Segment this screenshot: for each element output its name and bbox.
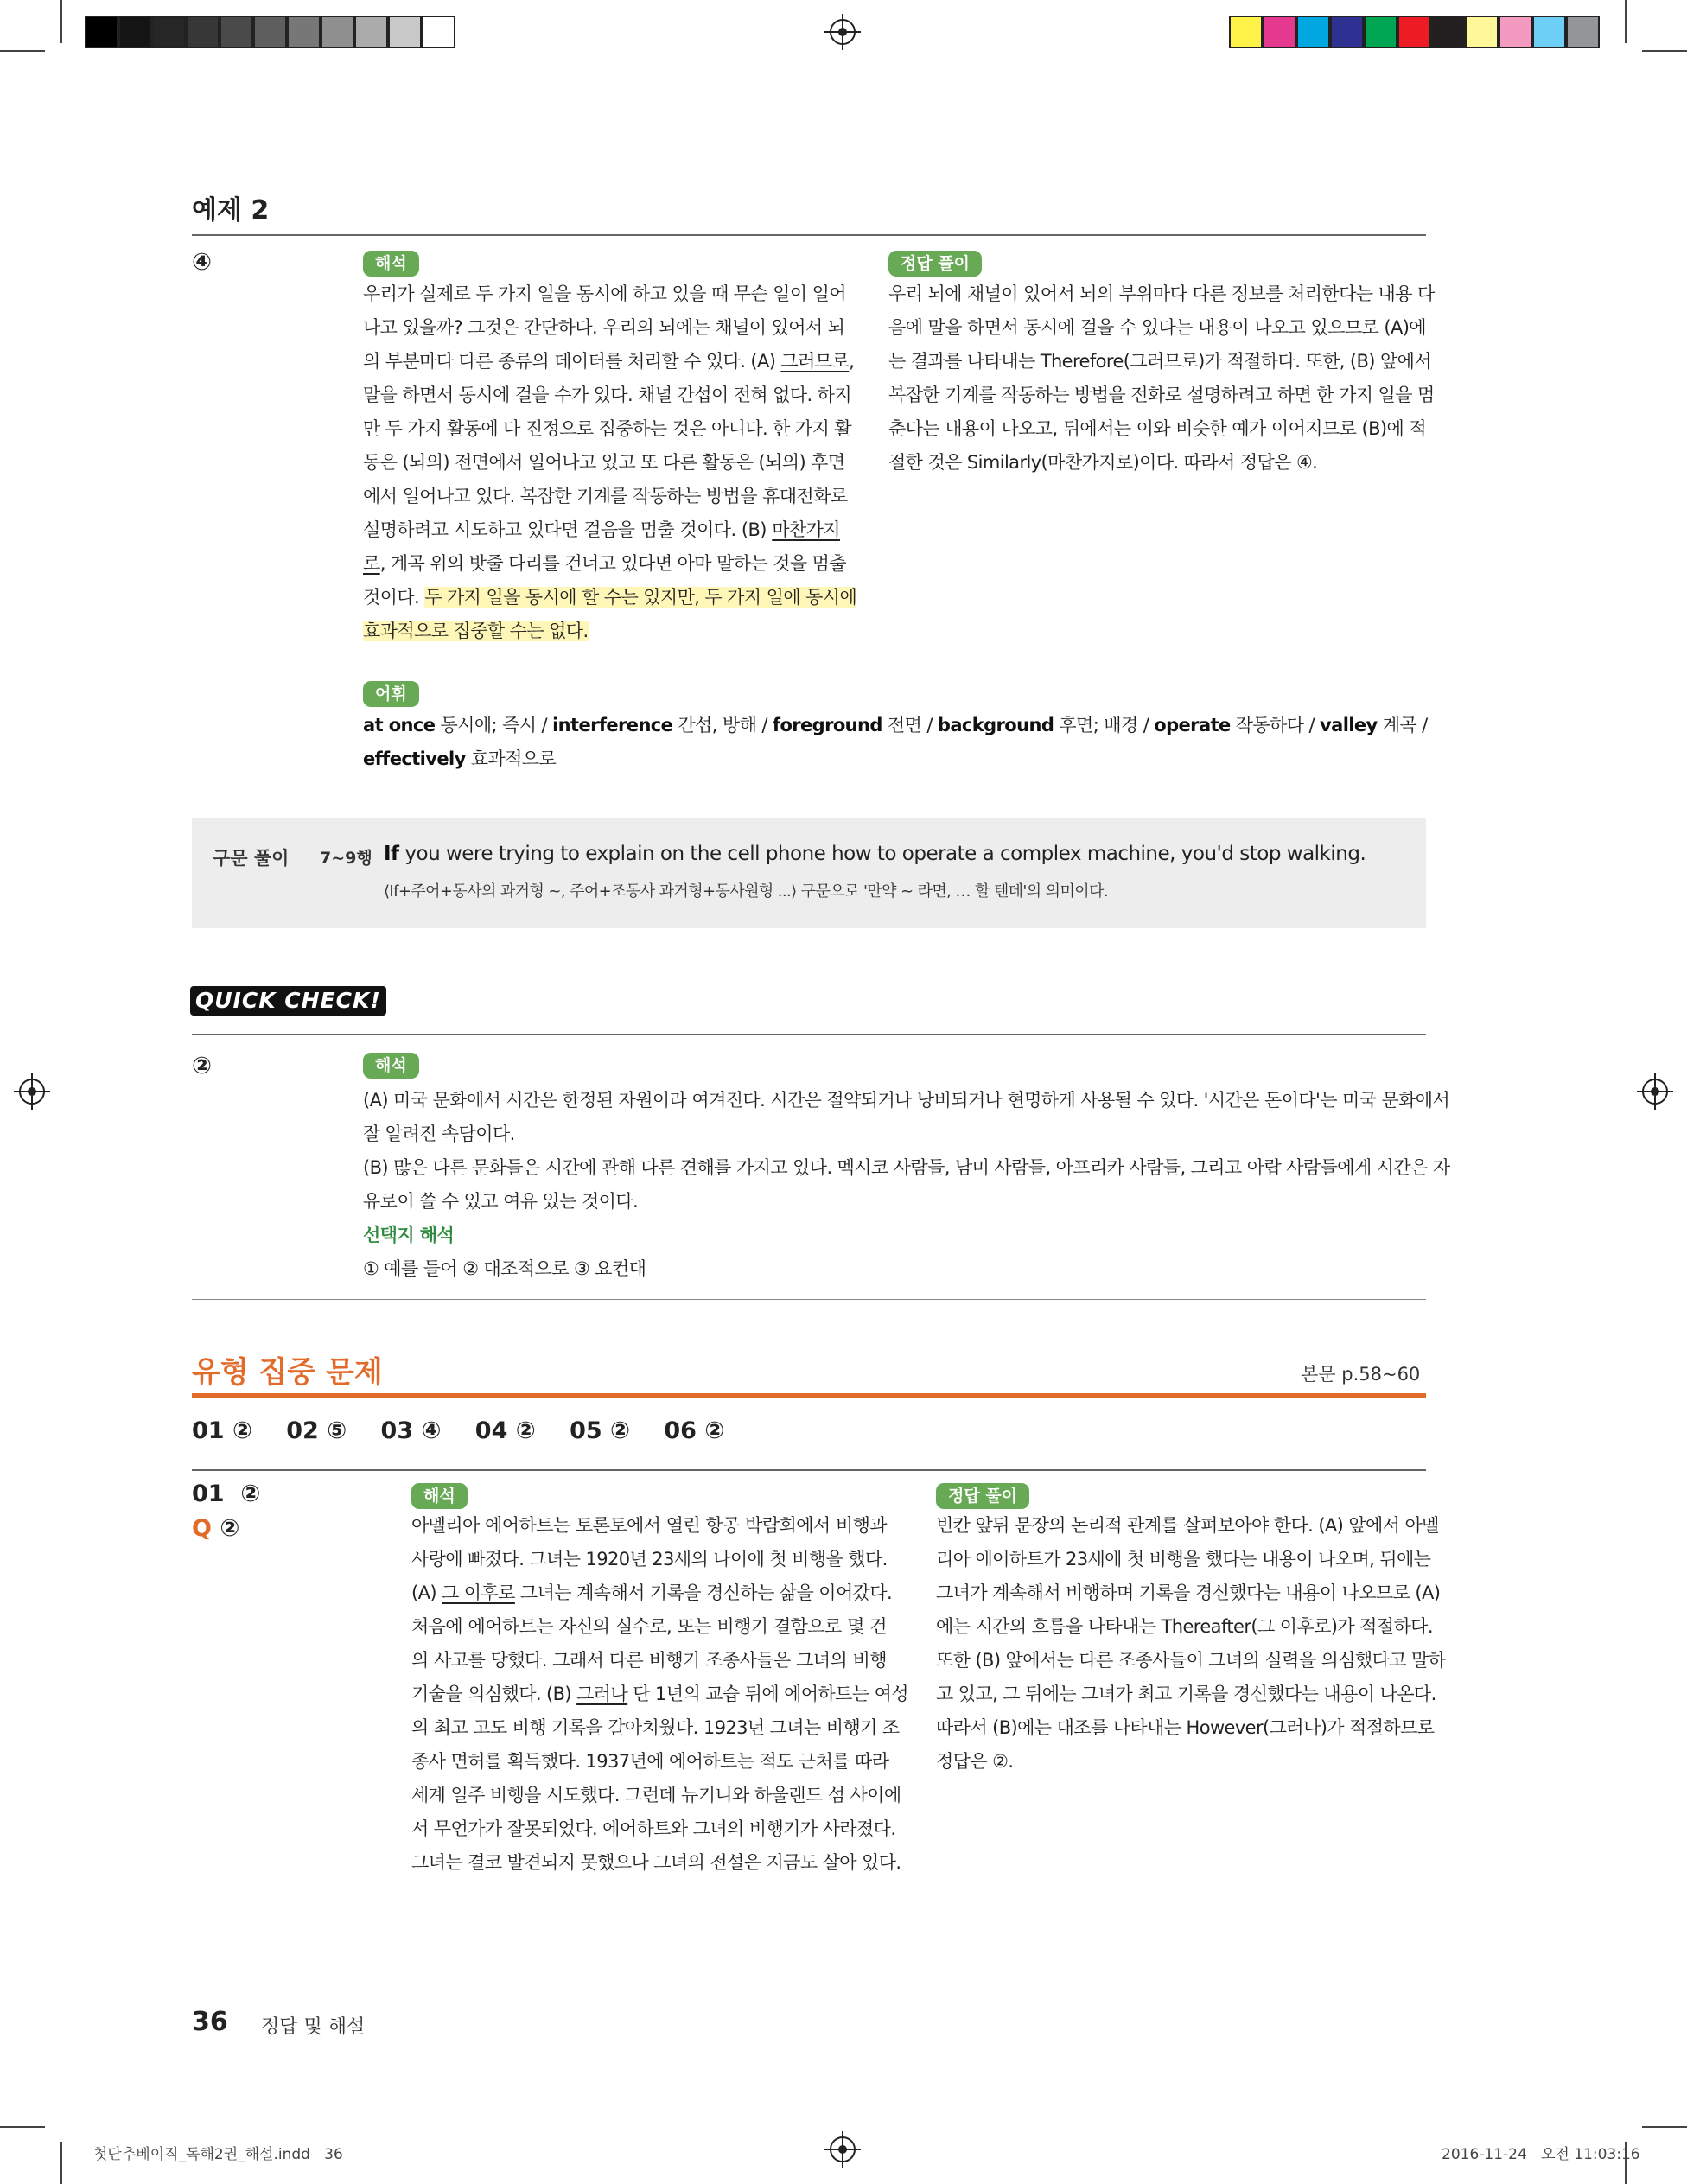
answer-key-item: 03 ④ (380, 1417, 442, 1444)
slug-file: 첫단추베이직_독해2권_해설.indd 36 (93, 2146, 343, 2163)
color-swatch (85, 16, 118, 48)
color-swatch (1566, 16, 1600, 48)
answer-key-item: 06 ② (664, 1417, 725, 1444)
color-swatch (388, 16, 422, 48)
answer-key-item: 04 ② (474, 1417, 536, 1444)
divider (192, 1469, 1426, 1471)
focus-title: 유형 집중 문제 (192, 1355, 383, 1390)
color-swatch (1263, 16, 1296, 48)
registration-mark-icon (19, 1079, 45, 1105)
syntax-box (192, 818, 1426, 928)
example-answer: ④ (192, 249, 212, 276)
color-swatch (1397, 16, 1431, 48)
orange-divider (192, 1393, 1426, 1398)
example-translation: 우리가 실제로 두 가지 일을 동시에 하고 있을 때 무슨 일이 일어 나고 있을까? 그것은 간단하다. 우리의 뇌에는 채널이 있어서 뇌 의 부분마다 다른 종류의 데이터를 처리할 수 있다. (A) 그러므로, 말을 하면서 동시에 걸을 수가 있다. 채널 간섭이 전혀 없다. 하지 만 두 가지 활동에 다 진정으로 집중하는 것은 아니다. 한 가지 활 동은 (뇌의) 전면에서 일어나고 있고 또 다른 활동은 (뇌의) 후면 에서 일어나고 있다. 복잡한 기계를 작동하는 방법을 휴대전화로 설명하려고 시도하고 있다면 걸음을 멈출 것이다. (B) 마찬가지 로, 계곡 위의 밧줄 다리를 건너고 있다면 아마 말하는 것을 멈출 것이다. 두 가지 일을 동시에 할 수는 있지만, 두 가지 일에 동시에 효과적으로 집중할 수는 없다. (363, 283, 857, 641)
color-swatch (118, 16, 152, 48)
color-swatch (1465, 16, 1499, 48)
color-swatch (1296, 16, 1330, 48)
color-swatch (1431, 16, 1465, 48)
color-swatch (253, 16, 287, 48)
q01-q-answer: Q ② (192, 1515, 240, 1542)
crop-mark (60, 2142, 62, 2184)
color-swatch (1229, 16, 1263, 48)
color-swatch (152, 16, 186, 48)
footer-section: 정답 및 해설 (261, 2016, 366, 2038)
syntax-sentence: If you were trying to explain on the cell phone how to operate a complex machine, you'd stop walking. (384, 843, 1366, 865)
answer-key-item: 02 ⑤ (286, 1417, 347, 1444)
registration-mark-icon (830, 19, 856, 45)
solution-label: 정답 풀이 (936, 1483, 1029, 1509)
q01-translation: 아멜리아 에어하트는 토론토에서 열린 항공 박람회에서 비행과 사랑에 빠졌다. 그녀는 1920년 23세의 나이에 첫 비행을 했다. (A) 그 이후로 그녀는 계속해서 기록을 경신하는 삶을 이어갔다. 처음에 에어하트는 자신의 실수로, 또는 비행기 결함으로 몇 건 의 사고를 당했다. 그래서 다른 비행기 조종사들은 그녀의 비행 기술을 의심했다. (B) 그러나 단 1년의 교습 뒤에 에어하트는 여성 의 최고 고도 비행 기록을 갈아치웠다. 1923년 그녀는 비행기 조 종사 면허를 획득했다. 1937년에 에어하트는 적도 근처를 따라 세계 일주 비행을 시도했다. 그런데 뉴기니와 하울랜드 섬 사이에 서 무언가가 잘못되었다. 에어하트와 그녀의 비행기가 사라졌다. 그녀는 결코 발견되지 못했으나 그녀의 전설은 지금도 살아 있다. (411, 1515, 908, 1873)
translation-label: 해석 (363, 1053, 419, 1079)
answer-key (192, 1417, 724, 1444)
divider (192, 1299, 1426, 1300)
page-number: 36 (192, 2007, 228, 2037)
syntax-note: ⟨If+주어+동사의 과거형 ~, 주어+조동사 과거형+동사원형 ...⟩ 구문으로 '만약 ~ 라면, … 할 텐데'의 의미이다. (384, 882, 1108, 901)
crop-mark (0, 50, 45, 52)
crop-mark (1625, 0, 1627, 43)
quick-check-translation: (A) 미국 문화에서 시간은 한정된 자원이라 여겨진다. 시간은 절약되거나 낭비되거나 현명하게 사용될 수 있다. '시간은 돈이다'는 미국 문화에서 잘 알려진 속담이다. (B) 많은 다른 문화들은 시간에 관해 다른 견해를 가지고 있다. 멕시코 사람들, 남미 사람들, 아프리카 사람들, 그리고 아랍 사람들에게 시간은 자 유로이 쓸 수 있고 여유 있는 것이다. 선택지 해석 ① 예를 들어 ② 대조적으로 ③ 요컨대 (363, 1090, 1450, 1279)
quick-check-answer: ② (192, 1053, 212, 1079)
color-swatch (1532, 16, 1566, 48)
focus-page-ref: 본문 p.58~60 (1301, 1364, 1421, 1385)
translation-label: 해석 (363, 251, 419, 277)
q01-solution: 빈칸 앞뒤 문장의 논리적 관계를 살펴보아야 한다. (A) 앞에서 아멜 리아 에어하트가 23세에 첫 비행을 했다는 내용이 나오며, 뒤에는 그녀가 계속해서 비행하며 기록을 경신했다는 내용이 나오므로 (A) 에는 시간의 흐름을 나타내는 Thereafter(그 이후로)가 적절하다. 또한 (B) 앞에서는 다른 조종사들이 그녀의 실력을 의심했다고 말하 고 있고, 그 뒤에는 그녀가 최고 기록을 경신했다는 내용이 나온다. 따라서 (B)에는 대조를 나타내는 However(그러나)가 적절하므로 정답은 ②. (936, 1515, 1446, 1772)
color-swatch (422, 16, 455, 48)
color-swatch (186, 16, 220, 48)
divider (192, 1034, 1426, 1035)
translation-label: 해석 (411, 1483, 468, 1509)
quick-check-logo: QUICK CHECK! (190, 986, 386, 1016)
syntax-line-ref: 7~9행 (320, 849, 372, 868)
registration-mark-icon (1642, 1079, 1668, 1105)
divider (192, 234, 1426, 236)
color-swatch (287, 16, 321, 48)
vocab-label: 어휘 (363, 681, 419, 707)
color-swatch (1330, 16, 1364, 48)
crop-mark (0, 2126, 45, 2128)
color-swatch (1499, 16, 1532, 48)
slug-timestamp: 2016-11-24 오전 11:03:16 (1442, 2146, 1640, 2163)
crop-mark (1642, 2126, 1687, 2128)
answer-key-item: 01 ② (192, 1417, 252, 1444)
color-swatch (321, 16, 354, 48)
registration-mark-icon (830, 2136, 856, 2162)
color-swatch (354, 16, 388, 48)
color-swatch (1364, 16, 1397, 48)
vocab-list: at once 동시에; 즉시 / interference 간섭, 방해 / foreground 전면 / background 후면; 배경 / operate 작동하다 / valley 계곡 / effectively 효과적으로 (363, 715, 1428, 769)
crop-mark (1642, 50, 1687, 52)
q01-answer: 01 ② (192, 1480, 261, 1507)
answer-key-item: 05 ② (570, 1417, 630, 1444)
solution-label: 정답 풀이 (888, 251, 982, 277)
crop-mark (60, 0, 62, 43)
color-swatch (220, 16, 253, 48)
example-solution: 우리 뇌에 채널이 있어서 뇌의 부위마다 다른 정보를 처리한다는 내용 다 음에 말을 하면서 동시에 걸을 수 있다는 내용이 나오고 있으므로 (A)에 는 결과를 나타내는 Therefore(그러므로)가 적절하다. 또한, (B) 앞에서 복잡한 기계를 작동하는 방법을 전화로 설명하려고 하면 한 가지 일을 멈 춘다는 내용이 나오고, 뒤에서는 이와 비슷한 예가 이어지므로 (B)에 적 절한 것은 Similarly(마찬가지로)이다. 따라서 정답은 ④. (888, 283, 1435, 473)
example-title: 예제 2 (192, 195, 270, 226)
syntax-label: 구문 풀이 (213, 848, 290, 869)
